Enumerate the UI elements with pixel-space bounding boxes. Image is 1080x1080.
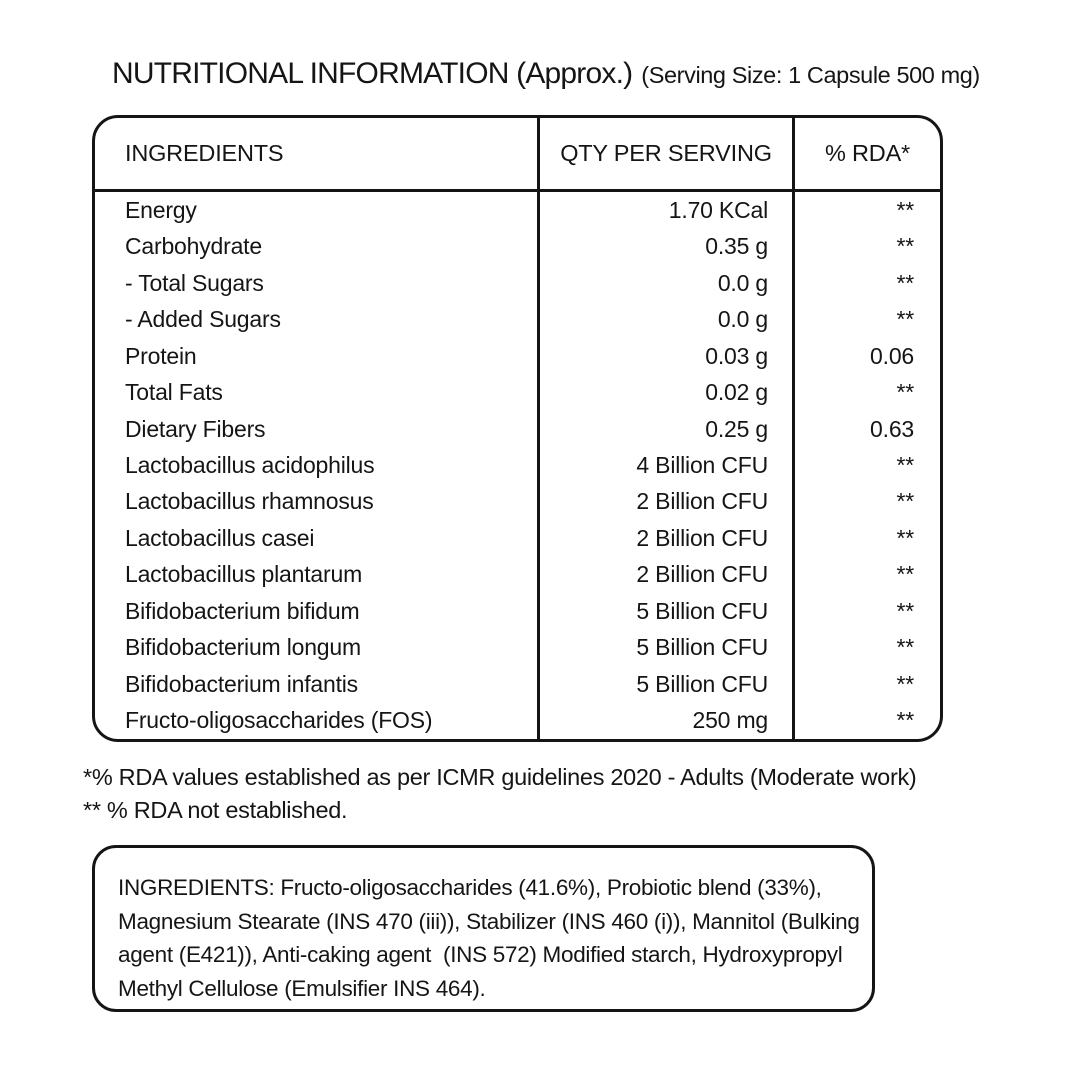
serving-size-text: (Serving Size: 1 Capsule 500 mg) bbox=[641, 62, 980, 88]
ingredient-name-cell: Energy bbox=[125, 196, 197, 223]
qty-per-serving-cell: 1.70 KCal bbox=[537, 192, 792, 228]
table-row bbox=[95, 192, 940, 228]
rda-value-cell: ** bbox=[792, 447, 940, 483]
table-row bbox=[95, 703, 940, 739]
rda-value-cell: ** bbox=[792, 630, 940, 666]
ingredient-name-cell: Bifidobacterium longum bbox=[125, 634, 361, 661]
rda-value-cell: ** bbox=[792, 265, 940, 301]
rda-value-cell: ** bbox=[792, 703, 940, 739]
qty-per-serving-cell: 2 Billion CFU bbox=[537, 520, 792, 556]
ingredients-text-line: Magnesium Stearate (INS 470 (iii)), Stabilizer (INS 460 (i)), Mannitol (Bulking bbox=[118, 908, 860, 934]
qty-per-serving-cell: 0.0 g bbox=[537, 265, 792, 301]
rda-value-cell: ** bbox=[792, 374, 940, 410]
qty-per-serving-cell: 0.02 g bbox=[537, 374, 792, 410]
qty-per-serving-cell: 2 Billion CFU bbox=[537, 557, 792, 593]
qty-per-serving-cell: 250 mg bbox=[537, 703, 792, 739]
qty-per-serving-cell: 0.35 g bbox=[537, 228, 792, 264]
header-qty-per-serving: QTY PER SERVING bbox=[537, 118, 792, 189]
table-row bbox=[95, 265, 940, 301]
table-row bbox=[95, 411, 940, 447]
ingredients-text-line: INGREDIENTS: Fructo-oligosaccharides (41.6%), Probiotic blend (33%), bbox=[118, 875, 822, 900]
qty-per-serving-cell: 4 Billion CFU bbox=[537, 447, 792, 483]
rda-value-cell: ** bbox=[792, 557, 940, 593]
nutritional-information-title: NUTRITIONAL INFORMATION (Approx.) bbox=[112, 57, 633, 90]
footnotes bbox=[83, 761, 916, 827]
qty-per-serving-cell: 5 Billion CFU bbox=[537, 630, 792, 666]
ingredient-name-cell: Lactobacillus plantarum bbox=[125, 561, 363, 588]
rda-value-cell: ** bbox=[792, 484, 940, 520]
ingredient-name-cell: Protein bbox=[125, 342, 197, 369]
page-title bbox=[112, 57, 980, 91]
table-row bbox=[95, 374, 940, 410]
table-row bbox=[95, 557, 940, 593]
ingredient-name-cell: - Added Sugars bbox=[125, 306, 281, 333]
rda-value-cell: ** bbox=[792, 301, 940, 337]
ingredient-name-cell: - Total Sugars bbox=[125, 269, 264, 296]
table-row bbox=[95, 520, 940, 556]
rda-value-cell: 0.06 bbox=[792, 338, 940, 374]
table-header-row bbox=[95, 118, 940, 192]
ingredient-name-cell: Lactobacillus casei bbox=[125, 524, 315, 551]
rda-value-cell: ** bbox=[792, 593, 940, 629]
table-row bbox=[95, 338, 940, 374]
ingredient-name-cell: Dietary Fibers bbox=[125, 415, 266, 442]
ingredient-name-cell: Bifidobacterium infantis bbox=[125, 670, 358, 697]
rda-value-cell: ** bbox=[792, 192, 940, 228]
ingredient-name-cell: Lactobacillus rhamnosus bbox=[125, 488, 374, 515]
ingredient-name-cell: Fructo-oligosaccharides (FOS) bbox=[125, 707, 433, 734]
qty-per-serving-cell: 0.25 g bbox=[537, 411, 792, 447]
footnote-rda-established: *% RDA values established as per ICMR guidelines 2020 - Adults (Moderate work) bbox=[83, 764, 917, 790]
header-rda: % RDA* bbox=[792, 118, 940, 189]
rda-value-cell: ** bbox=[792, 520, 940, 556]
ingredient-name-cell: Total Fats bbox=[125, 379, 223, 406]
table-row bbox=[95, 593, 940, 629]
ingredient-name-cell: Bifidobacterium bifidum bbox=[125, 597, 360, 624]
qty-per-serving-cell: 2 Billion CFU bbox=[537, 484, 792, 520]
table-row bbox=[95, 484, 940, 520]
qty-per-serving-cell: 0.03 g bbox=[537, 338, 792, 374]
ingredients-text-line: Methyl Cellulose (Emulsifier INS 464). bbox=[118, 975, 486, 1001]
table-row bbox=[95, 228, 940, 264]
qty-per-serving-cell: 5 Billion CFU bbox=[537, 593, 792, 629]
ingredient-name-cell: Carbohydrate bbox=[125, 233, 262, 260]
rda-value-cell: 0.63 bbox=[792, 411, 940, 447]
ingredients-list-box bbox=[92, 845, 875, 1012]
ingredients-text-line: agent (E421)), Anti-caking agent (INS 572) Modified starch, Hydroxypropyl bbox=[118, 942, 843, 967]
table-row bbox=[95, 630, 940, 666]
rda-value-cell: ** bbox=[792, 666, 940, 702]
qty-per-serving-cell: 5 Billion CFU bbox=[537, 666, 792, 702]
qty-per-serving-cell: 0.0 g bbox=[537, 301, 792, 337]
nutrition-table bbox=[92, 115, 943, 742]
table-body bbox=[95, 192, 940, 739]
ingredient-name-cell: Lactobacillus acidophilus bbox=[125, 452, 375, 479]
table-row bbox=[95, 666, 940, 702]
rda-value-cell: ** bbox=[792, 228, 940, 264]
table-row bbox=[95, 447, 940, 483]
table-row bbox=[95, 301, 940, 337]
footnote-rda-not-established: ** % RDA not established. bbox=[83, 797, 348, 823]
header-ingredients: INGREDIENTS bbox=[125, 140, 284, 166]
